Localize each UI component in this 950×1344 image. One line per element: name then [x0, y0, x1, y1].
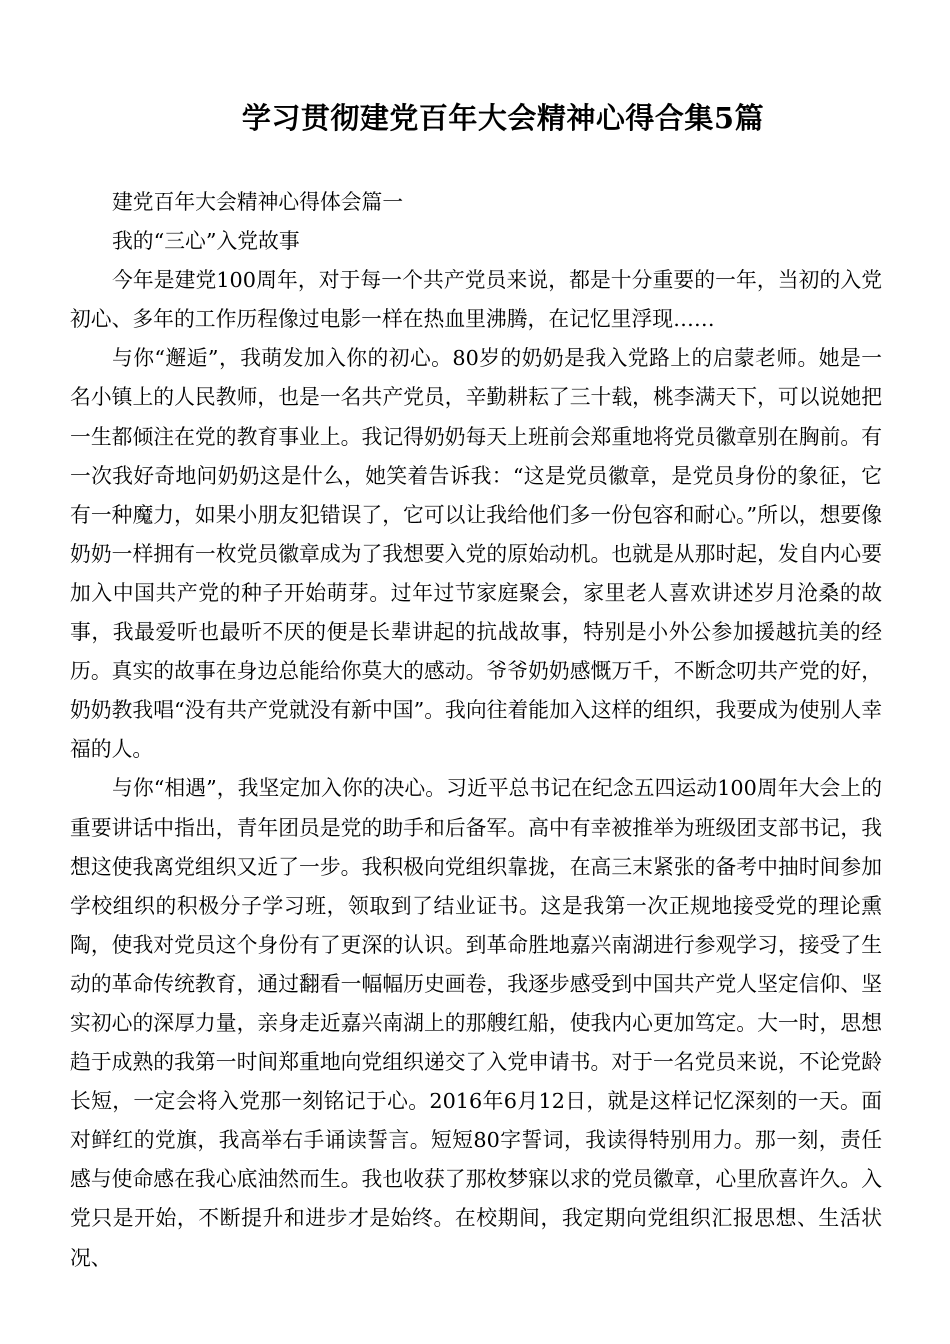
- story-title: 我的“三心”入党故事: [112, 229, 300, 254]
- section-heading: 建党百年大会精神心得体会篇一: [112, 190, 404, 214]
- paragraph-encounter: 与你“邂逅”，我萌发加入你的初心。80岁的奶奶是我入党路上的启蒙老师。她是一名小镇上的人民教师，也是一名共产党员，辛勤耕耘了三十载，桃李满天下，可以说她把一生都倾注在党的教育事业上。我记得奶奶每天上班前会郑重地将党员徽章别在胸前。有一次我好奇地问奶奶这是什么，她笑着告诉我：“这是党员徽章，是党员身份的象征，它有一种魔力，如果小朋友犯错误了，它可以让我给他们多一份包容和耐心。”所以，想要像奶奶一样拥有一枚党员徽章成为了我想要入党的原始动机。也就是从那时起，发自内心要加入中国共产党的种子开始萌芽。过年过节家庭聚会，家里老人喜欢讲述岁月沧桑的故事，我最爱听也最听不厌的便是长辈讲起的抗战故事，特别是小外公参加援越抗美的经历。真实的故事在身边总能给你莫大的感动。爷爷奶奶感慨万千，不断念叨共产党的好，奶奶教我唱“没有共产党就没有新中国”。我向往着能加入这样的组织，我要成为使别人幸福的人。: [70, 346, 882, 762]
- paragraph-intro: 今年是建党100周年，对于每一个共产党员来说，都是十分重要的一年，当初的入党初心、多年的工作历程像过电影一样在热血里沸腾，在记忆里浮现……: [70, 268, 882, 332]
- paragraph-meeting: 与你“相遇”，我坚定加入你的决心。习近平总书记在纪念五四运动100周年大会上的重要讲话中指出，青年团员是党的助手和后备军。高中有幸被推举为班级团支部书记，我想这使我离党组织又近了一步。我积极向党组织靠拢，在高三末紧张的备考中抽时间参加学校组织的积极分子学习班，领取到了结业证书。这是我第一次正规地接受党的理论熏陶，使我对党员这个身份有了更深的认识。到革命胜地嘉兴南湖进行参观学习，接受了生动的革命传统教育，通过翻看一幅幅历史画卷，我逐步感受到中国共产党人坚定信仰、坚实初心的深厚力量，亲身走近嘉兴南湖上的那艘红船，使我内心更加笃定。大一时，思想趋于成熟的我第一时间郑重地向党组织递交了入党申请书。对于一名党员来说，不论党龄长短，一定会将入党那一刻铭记于心。2016年6月12日，就是这样记忆深刻的一天。面对鲜红的党旗，我高举右手诵读誓言。短短80字誓词，我读得特别用力。那一刻，责任感与使命感在我心底油然而生。我也收获了那枚梦寐以求的党员徽章，心里欣喜许久。入党只是开始，不断提升和进步才是始终。在校期间，我定期向党组织汇报思想、生活状况、: [70, 776, 882, 1270]
- document-title: 学习贯彻建党百年大会精神心得合集5篇: [241, 101, 765, 135]
- document-body: [70, 183, 882, 1278]
